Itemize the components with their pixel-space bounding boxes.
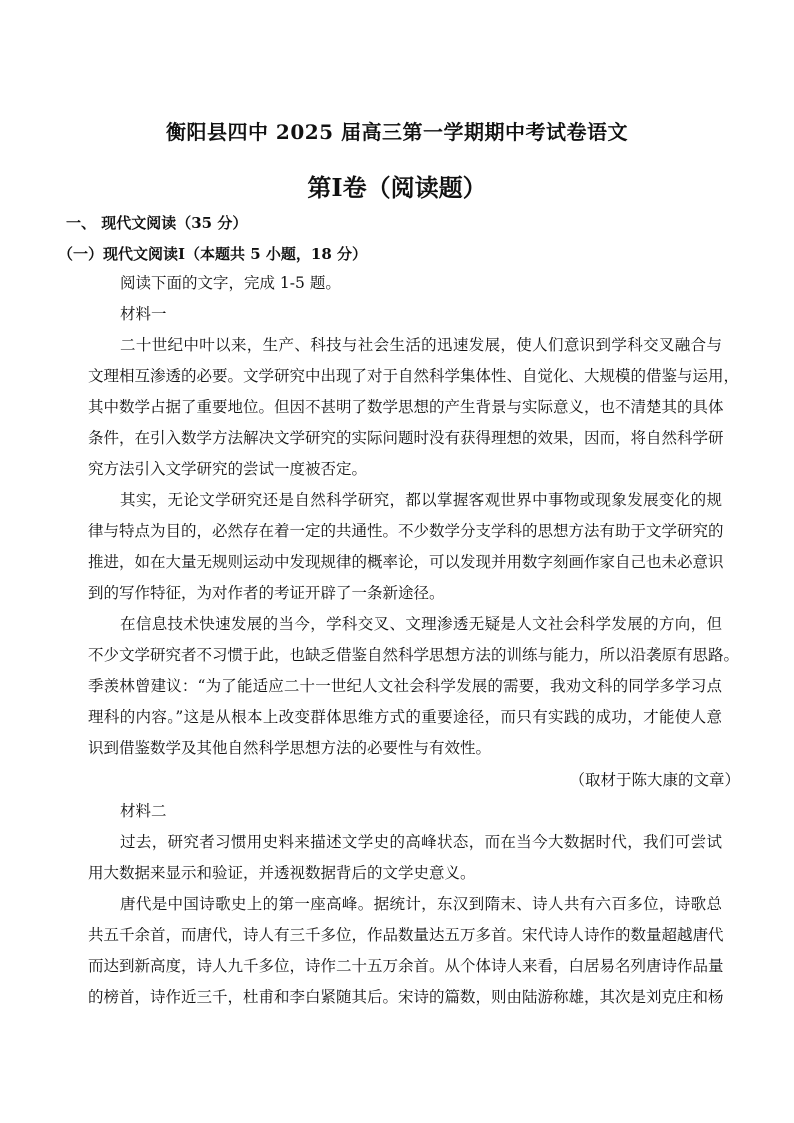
paragraph-line: 唐代是中国诗歌史上的第一座高峰。据统计，东汉到隋末、诗人共有六百多位，诗歌总 <box>120 895 722 913</box>
paragraph-line: 推进，如在大量无规则运动中发现规律的概率论，可以发现并用数字刻画作家自己也未必意识 <box>88 553 724 571</box>
paragraph-line: 而达到新高度，诗人九千多位，诗作二十五万余首。从个体诗人来看，白居易名列唐诗作品量 <box>88 957 724 975</box>
paragraph-line: 律与特点为目的，必然存在着一定的共通性。不少数学分支学科的思想方法有助于文学研究的 <box>88 522 724 540</box>
paragraph-line: 到的写作特征，为对作者的考证开辟了一条新途径。 <box>88 584 445 602</box>
paragraph-line: 识到借鉴数学及其他自然科学思想方法的必要性与有效性。 <box>88 739 492 757</box>
paragraph-line: 共五千余首，而唐代，诗人有三千多位，作品数量达五万多首。宋代诗人诗作的数量超越唐代 <box>88 926 724 944</box>
paragraph-line: 过去，研究者习惯用史料来描述文学史的高峰状态，而在当今大数据时代，我们可尝试 <box>120 833 722 851</box>
paragraph-line: 理科的内容。”这是从根本上改变群体思维方式的重要途径，而只有实践的成功，才能使人意 <box>88 708 722 726</box>
paragraph-line: 条件，在引入数学方法解决文学研究的实际问题时没有获得理想的效果，因而，将自然科学研 <box>88 429 724 447</box>
paragraph-line: 究方法引入文学研究的尝试一度被否定。 <box>88 460 368 478</box>
paragraph-line: 用大数据来显示和验证，并透视数据背后的文学史意义。 <box>88 864 476 882</box>
instruction-text: 阅读下面的文字，完成 1-5 题。 <box>120 274 341 292</box>
subsection-heading: （一）现代文阅读Ⅰ（本题共 5 小题，18 分） <box>58 245 367 263</box>
paragraph-line: 的榜首，诗作近三千，杜甫和李白紧随其后。宋诗的篇数，则由陆游称雄，其次是刘克庄和杨 <box>88 988 724 1006</box>
exam-title: 衡阳县四中 2025 届高三第一学期期中考试卷语文 <box>165 120 629 144</box>
volume-title: 第Ⅰ卷（阅读题） <box>307 173 487 202</box>
material-1-label: 材料一 <box>120 305 167 323</box>
paragraph-line: 其中数学占据了重要地位。但因不甚明了数学思想的产生背景与实际意义，也不清楚其的具体 <box>88 398 724 416</box>
paragraph-line: 季羡林曾建议：“为了能适应二十一世纪人文社会科学发展的需要，我劝文科的同学多学习点 <box>88 677 722 695</box>
paragraph-line: 二十世纪中叶以来，生产、科技与社会生活的迅速发展，使人们意识到学科交叉融合与 <box>120 336 722 354</box>
material-2-label: 材料二 <box>120 802 167 820</box>
source-citation: （取材于陈大康的文章） <box>569 771 740 789</box>
paragraph-line: 文理相互渗透的必要。文学研究中出现了对于自然科学集体性、自觉化、大规模的借鉴与运用， <box>88 367 740 385</box>
paragraph-line: 不少文学研究者不习惯于此，也缺乏借鉴自然科学思想方法的训练与能力，所以沿袭原有思路。 <box>88 646 740 664</box>
section-heading: 一、 现代文阅读（35 分） <box>66 214 248 232</box>
paragraph-line: 在信息技术快速发展的当今，学科交叉、文理渗透无疑是人文社会科学发展的方向，但 <box>120 615 722 633</box>
paragraph-line: 其实，无论文学研究还是自然科学研究，都以掌握客观世界中事物或现象发展变化的规 <box>120 491 722 509</box>
